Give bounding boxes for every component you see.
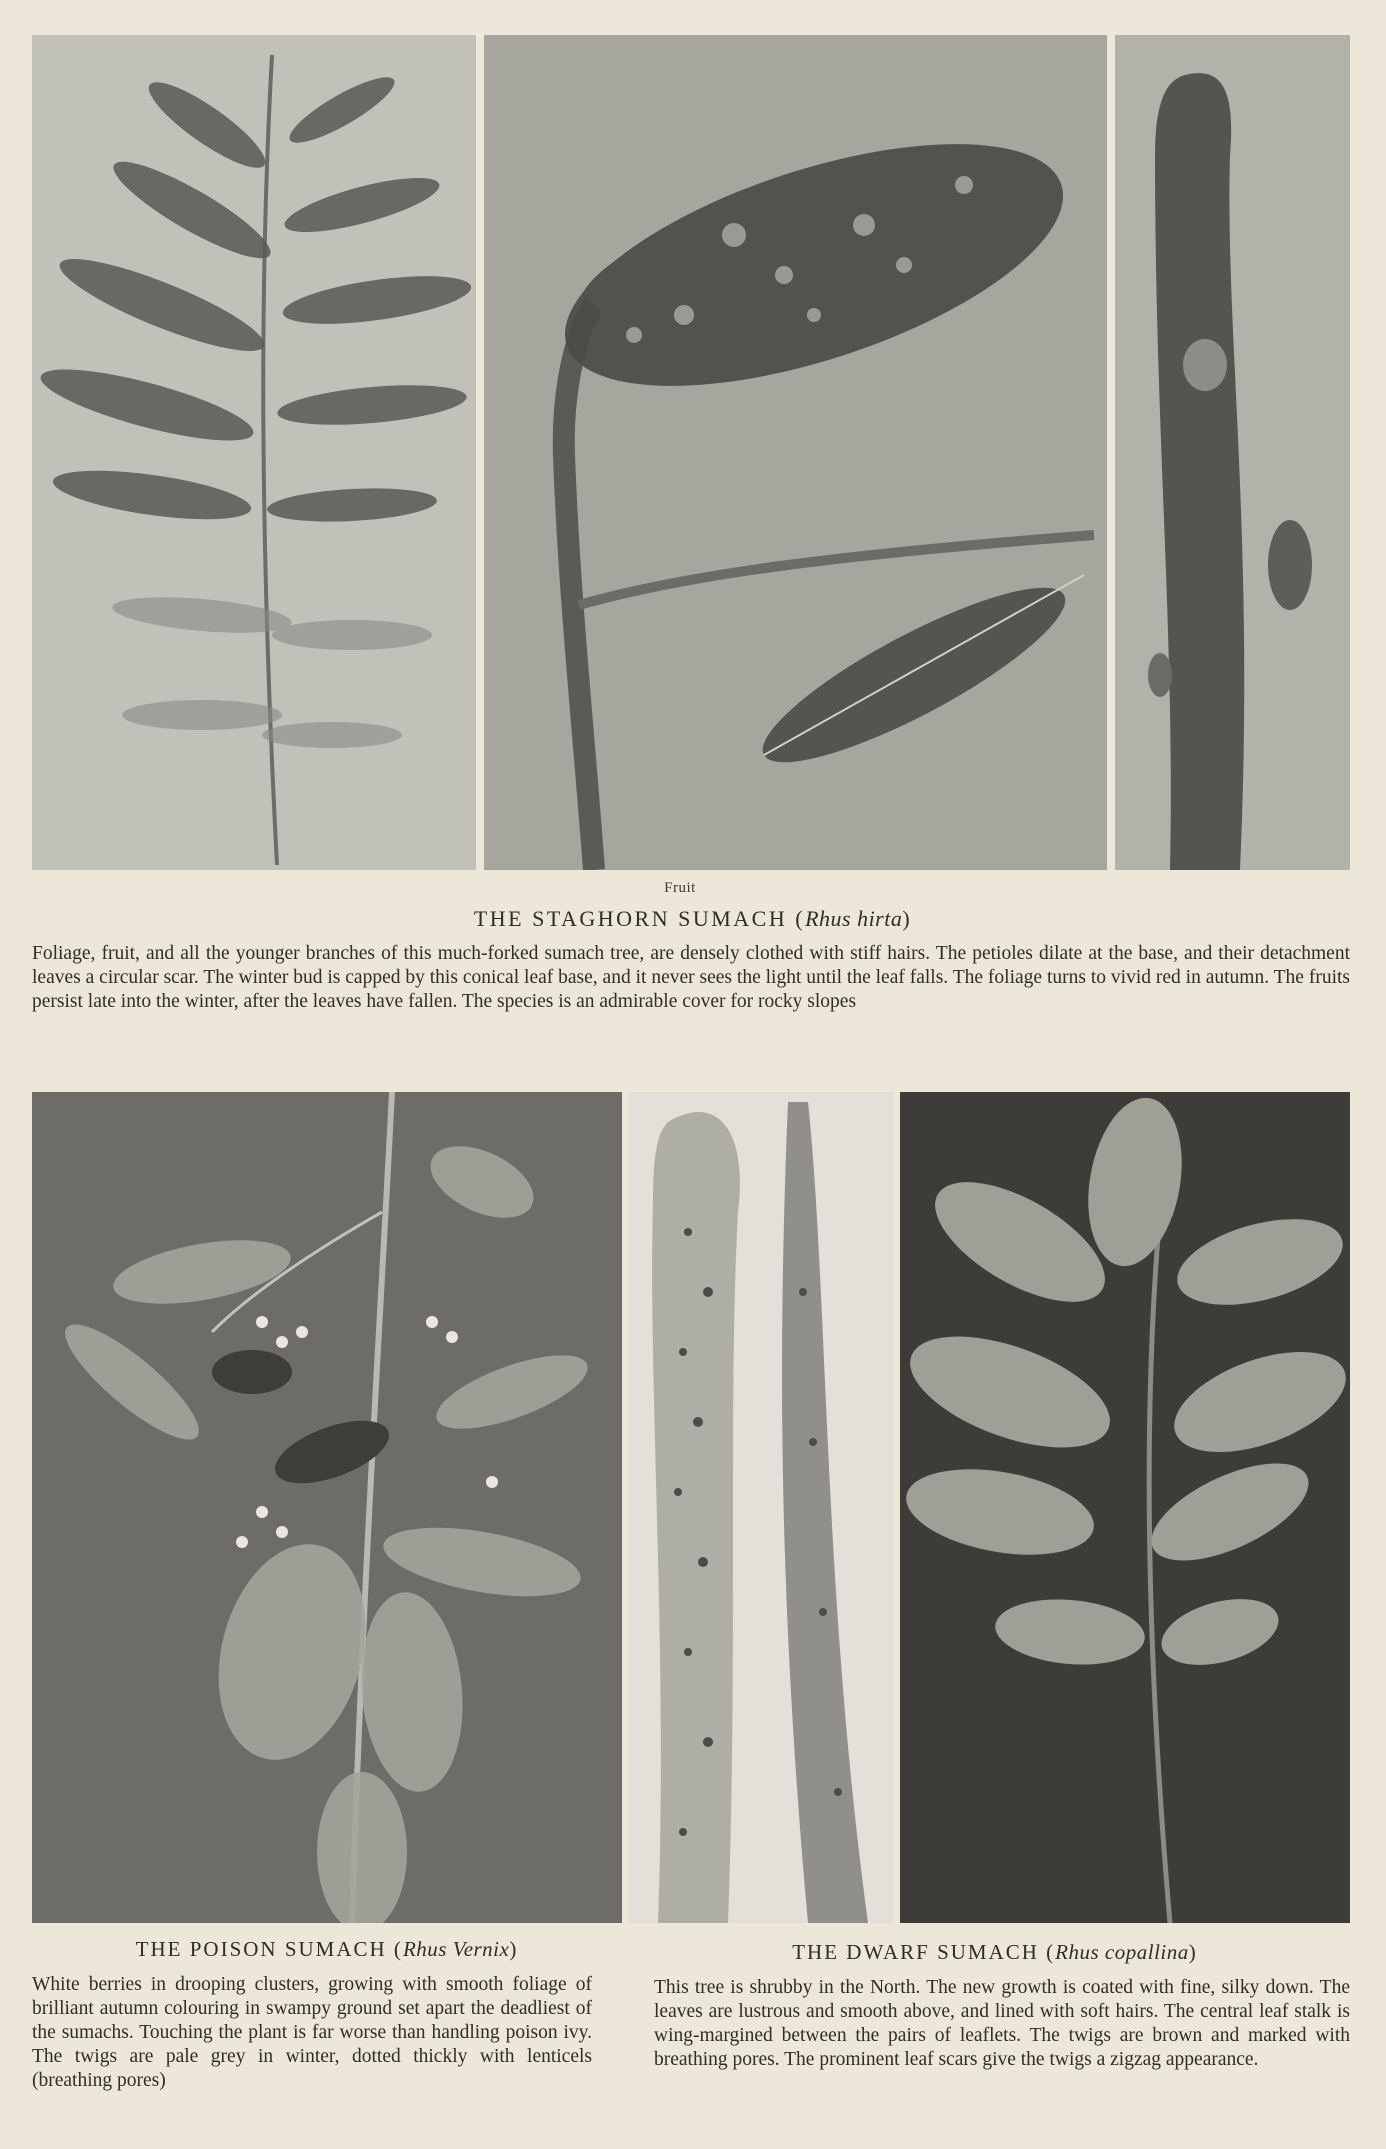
poison-title: [32, 1937, 622, 1962]
dwarf-sumach-photo: [900, 1092, 1350, 1923]
dwarf-title-end: ): [1188, 1940, 1198, 1964]
dwarf-description: This tree is shrubby in the North. The new growth is coated with fine, silky down. The leaves are lustrous and smooth above, and lined with soft hairs. The central leaf stalk is wing-margined between the pairs of leaflets. The twigs are brown and marked with breathing pores. The prominent leaf scars give the twigs a zigzag appearance.: [654, 1977, 1350, 2070]
poison-sumach-twigs-photo: [628, 1092, 894, 1923]
staghorn-title-latin: Rhus hirta: [805, 906, 903, 931]
staghorn-twig-photo: [1115, 35, 1350, 870]
fruit-label: Fruit: [664, 880, 696, 896]
staghorn-title: [0, 906, 1386, 932]
poison-title-end: ): [509, 1937, 519, 1961]
poison-title-latin: Rhus Vernix: [402, 1937, 510, 1961]
dwarf-title: [640, 1940, 1350, 1965]
poison-sumach-photo: [32, 1092, 622, 1923]
dwarf-title-main: THE DWARF SUMACH (: [792, 1940, 1056, 1964]
poison-description: White berries in drooping clusters, growing with smooth foliage of brilliant autumn colouring in swampy ground set apart the deadliest of the sumachs. Touching the plant is far worse than handling poison ivy. The twigs are pale grey in winter, dotted thickly with lenticels (breathing pores): [32, 1974, 592, 2091]
poison-title-main: THE POISON SUMACH (: [135, 1937, 403, 1961]
staghorn-fruit-photo: [484, 35, 1107, 870]
staghorn-foliage-photo: [32, 35, 476, 870]
staghorn-title-main: THE STAGHORN SUMACH (: [473, 906, 806, 931]
staghorn-title-end: ): [902, 906, 913, 931]
dwarf-title-latin: Rhus copallina: [1055, 1940, 1189, 1964]
staghorn-description: Foliage, fruit, and all the younger branches of this much-forked sumach tree, are densely clothed with stiff hairs. The petioles dilate at the base, and their detachment leaves a circular scar. The winter bud is capped by this conical leaf base, and it never sees the light until the leaf falls. The foliage turns to vivid red in autumn. The fruits persist late into the winter, after the leaves have fallen. The species is an admirable cover for rocky slopes: [32, 943, 1350, 1012]
